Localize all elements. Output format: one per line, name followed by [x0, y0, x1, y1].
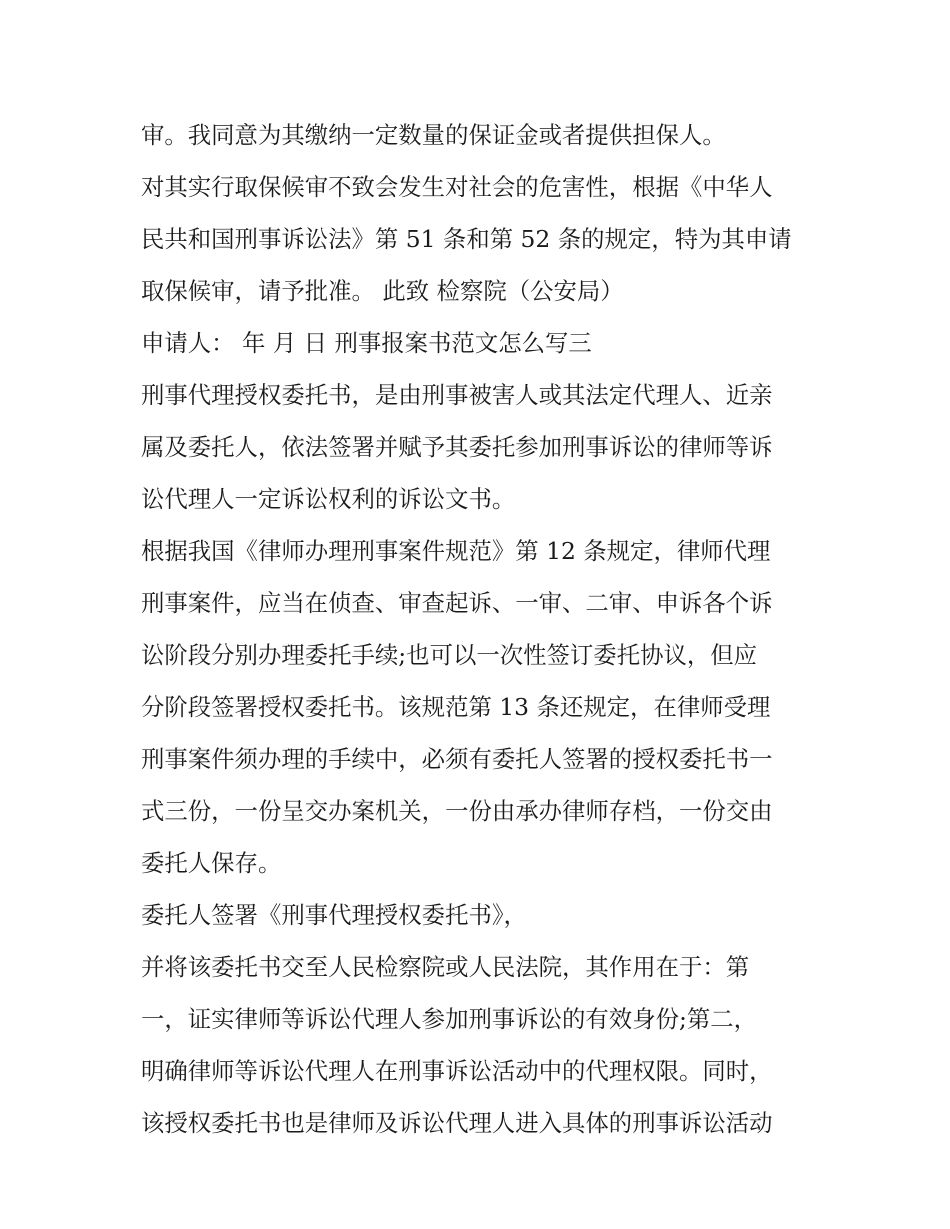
- text-line: 刑事案件须办理的手续中，必须有委托人签署的授权委托书一: [141, 745, 773, 773]
- text-line: 申请人： 年 月 日 刑事报案书范文怎么写三: [141, 329, 592, 357]
- text-line: 对其实行取保候审不致会发生对社会的危害性，根据《中华人: [141, 173, 773, 201]
- text-line: 一，证实律师等诉讼代理人参加刑事诉讼的有效身份;第二，: [141, 1005, 758, 1033]
- document-body: [141, 109, 841, 1149]
- text-line: 刑事案件，应当在侦查、审查起诉、一审、二审、申诉各个诉: [141, 589, 773, 617]
- text-line: 并将该委托书交至人民检察院或人民法院，其作用在于：第: [141, 953, 750, 981]
- text-line: 民共和国刑事诉讼法》第 51 条和第 52 条的规定，特为其申请: [141, 225, 792, 253]
- text-line: 分阶段签署授权委托书。该规范第 13 条还规定，在律师受理: [141, 693, 771, 721]
- text-line: 明确律师等诉讼代理人在刑事诉讼活动中的代理权限。同时，: [141, 1057, 773, 1085]
- text-line: 委托人签署《刑事代理授权委托书》，: [141, 901, 527, 929]
- text-line: 属及委托人，依法签署并赋予其委托参加刑事诉讼的律师等诉: [141, 433, 773, 461]
- text-line: 式三份，一份呈交办案机关，一份由承办律师存档，一份交由: [141, 797, 773, 825]
- text-line: 该授权委托书也是律师及诉讼代理人进入具体的刑事诉讼活动: [141, 1109, 773, 1137]
- text-line: 取保候审，请予批准。 此致 检察院（公安局）: [141, 277, 624, 305]
- text-line: 委托人保存。: [141, 849, 282, 877]
- text-line: 讼阶段分别办理委托手续;也可以一次性签订委托协议，但应: [141, 641, 758, 669]
- text-line: 根据我国《律师办理刑事案件规范》第 12 条规定，律师代理: [141, 537, 771, 565]
- text-line: 刑事代理授权委托书，是由刑事被害人或其法定代理人、近亲: [141, 381, 773, 409]
- text-line: 讼代理人一定诉讼权利的诉讼文书。: [141, 485, 516, 513]
- text-line: 审。我同意为其缴纳一定数量的保证金或者提供担保人。: [141, 121, 726, 149]
